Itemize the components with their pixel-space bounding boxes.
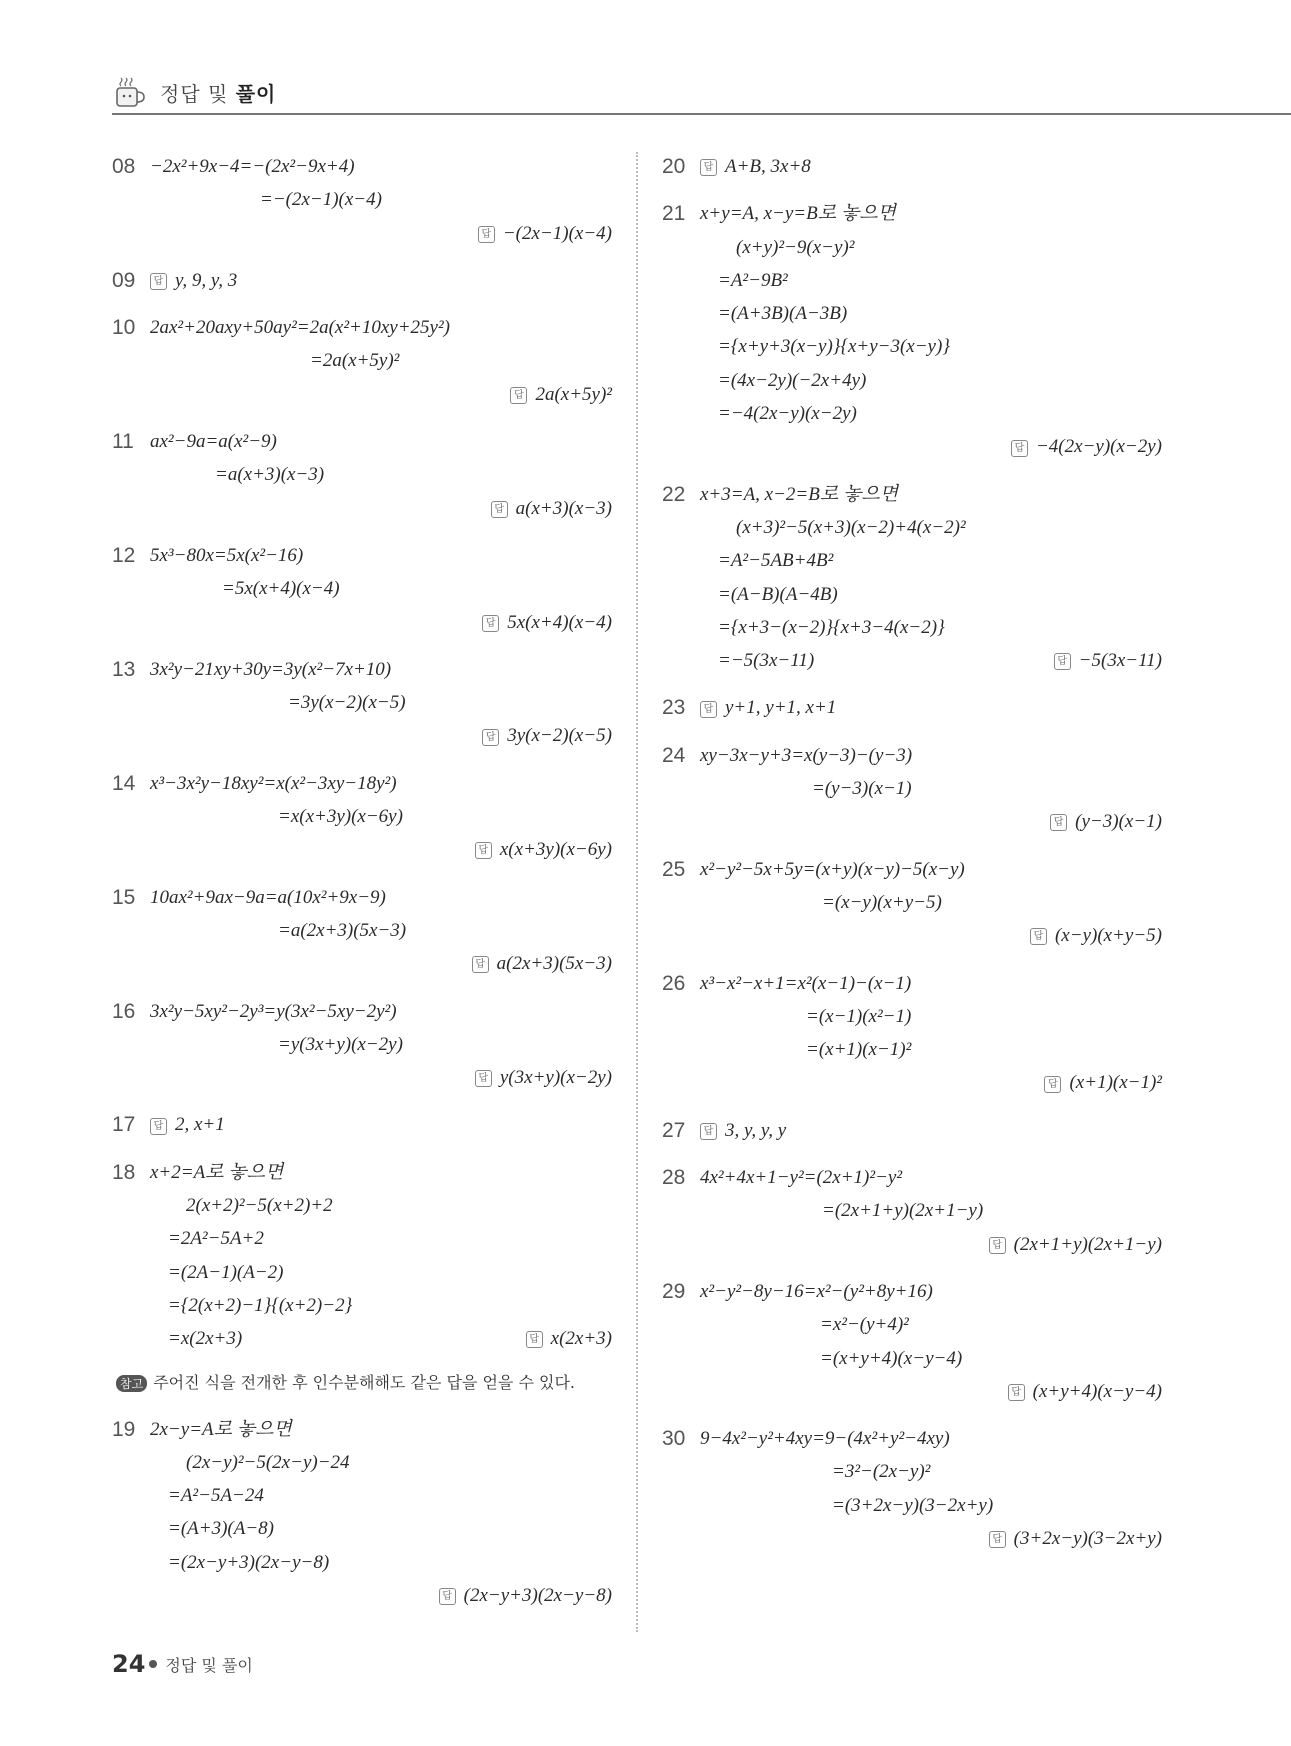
- problem-29: [662, 1275, 1162, 1408]
- problem-body: [700, 1422, 1162, 1555]
- solution-line: [150, 800, 612, 833]
- solution-text: x³−3x²y−18xy²=x(x²−3xy−18y²): [150, 772, 397, 794]
- solution-line: [150, 344, 612, 377]
- answer-line: [700, 1066, 1162, 1099]
- problem-16: [112, 995, 612, 1095]
- solution-line: [700, 1161, 1162, 1194]
- answer-icon: 답: [510, 387, 527, 404]
- solution-text: xy−3x−y+3=x(y−3)−(y−3): [700, 744, 913, 766]
- solution-text: =−(2x−1)(x−4): [260, 189, 382, 211]
- answer-line: [150, 947, 612, 980]
- problem-body: [150, 881, 612, 981]
- problem-body: [700, 197, 1162, 463]
- problem-13: [112, 653, 612, 753]
- problem-number: 23: [662, 696, 686, 720]
- answer-text: 3y(x−2)(x−5): [507, 725, 612, 747]
- solution-line: [150, 425, 612, 458]
- problem-body: [150, 1413, 612, 1613]
- solution-text: =A²−9B²: [718, 269, 788, 291]
- answer-text: (y−3)(x−1): [1075, 811, 1162, 833]
- problem-body: [700, 967, 1162, 1100]
- solution-line: [700, 967, 1162, 1000]
- solution-text: =(A−B)(A−4B): [718, 583, 838, 605]
- problem-number: 09: [112, 268, 136, 292]
- answer-icon: 답: [439, 1588, 456, 1605]
- solution-text: =3y(x−2)(x−5): [288, 692, 406, 714]
- solution-line: [150, 572, 612, 605]
- solution-text: x³−x²−x+1=x²(x−1)−(x−1): [700, 972, 912, 994]
- page-footer: [112, 1650, 253, 1678]
- solution-line: [700, 264, 1162, 297]
- solution-text: =x(x+3y)(x−6y): [278, 806, 403, 828]
- answer-icon: 답: [1008, 1384, 1025, 1401]
- problem-body: [150, 425, 612, 525]
- solution-text: =A²−5AB+4B²: [718, 550, 834, 572]
- problem-25: [662, 853, 1162, 953]
- answer-icon: 답: [150, 1118, 167, 1135]
- solution-text: =2a(x+5y)²: [310, 350, 400, 372]
- answer-text: y+1, y+1, x+1: [725, 697, 837, 719]
- solution-text: (x+3)²−5(x+3)(x−2)+4(x−2)²: [736, 516, 966, 538]
- solution-line: [150, 686, 612, 719]
- note: [116, 1370, 612, 1393]
- problem-body: [150, 1108, 612, 1141]
- solution-text: (x+y)²−9(x−y)²: [736, 236, 855, 258]
- solution-line: [700, 364, 1162, 397]
- problem-number: 30: [662, 1427, 686, 1451]
- problem-20: [662, 150, 1162, 183]
- answer-icon: 답: [150, 273, 167, 290]
- problem-14: [112, 767, 612, 867]
- solution-line: [150, 1479, 612, 1512]
- solution-text: =(A+3B)(A−3B): [718, 303, 848, 325]
- problem-body: [700, 1275, 1162, 1408]
- problem-09: [112, 264, 612, 297]
- answer-icon: 답: [526, 1331, 543, 1348]
- answer-line: [150, 833, 612, 866]
- problem-28: [662, 1161, 1162, 1261]
- problem-body: [150, 264, 612, 297]
- solution-line: [150, 150, 612, 183]
- solution-text: 2x−y=A로 놓으면: [150, 1418, 292, 1440]
- solution-line: [700, 853, 1162, 886]
- solution-line: [150, 183, 612, 216]
- problem-body: [150, 767, 612, 867]
- right-column: [662, 150, 1162, 1569]
- solution-text: =(x−1)(x²−1): [806, 1005, 912, 1027]
- problem-26: [662, 967, 1162, 1100]
- answer-text: y, 9, y, 3: [175, 269, 238, 291]
- column-divider: [636, 152, 638, 1632]
- coffee-cup-icon: [112, 74, 148, 110]
- problem-body: [700, 1114, 1162, 1147]
- solution-line: [700, 1033, 1162, 1066]
- solution-line: [700, 772, 1162, 805]
- solution-text: 10ax²+9ax−9a=a(10x²+9x−9): [150, 886, 386, 908]
- inline-answer: [1054, 644, 1162, 677]
- problem-body: [700, 478, 1162, 678]
- answer-icon: 답: [472, 956, 489, 973]
- footer-title: 정답 및 풀이: [165, 1655, 253, 1675]
- solution-line: [700, 1422, 1162, 1455]
- problem-27: [662, 1114, 1162, 1147]
- solution-line: [150, 653, 612, 686]
- solution-text: =−4(2x−y)(x−2y): [718, 403, 857, 425]
- problem-number: 19: [112, 1417, 136, 1441]
- solution-line: [150, 1546, 612, 1579]
- solution-line: [700, 1489, 1162, 1522]
- solution-line: [700, 511, 1162, 544]
- answer-line: [150, 264, 612, 297]
- problem-number: 15: [112, 885, 136, 909]
- solution-text: 4x²+4x+1−y²=(2x+1)²−y²: [700, 1167, 903, 1189]
- solution-text: =x²−(y+4)²: [820, 1314, 909, 1336]
- header-rule: [112, 113, 1291, 115]
- answer-text: 2, x+1: [175, 1114, 225, 1136]
- page-number: 24: [112, 1650, 146, 1678]
- solution-text: 2(x+2)²−5(x+2)+2: [186, 1195, 333, 1217]
- solution-text: x+3=A, x−2=B로 놓으면: [700, 483, 899, 505]
- answer-text: x(x+3y)(x−6y): [499, 839, 612, 861]
- solution-line: [700, 1275, 1162, 1308]
- problem-number: 22: [662, 482, 686, 506]
- solution-text: =x(2x+3): [168, 1328, 243, 1350]
- footer-dot-icon: [149, 1660, 157, 1668]
- solution-line: [150, 767, 612, 800]
- note-text: 주어진 식을 전개한 후 인수분해해도 같은 답을 얻을 수 있다.: [153, 1372, 575, 1392]
- problem-number: 17: [112, 1113, 136, 1137]
- solution-text: x²−y²−5x+5y=(x+y)(x−y)−5(x−y): [700, 858, 965, 880]
- answer-text: 2a(x+5y)²: [535, 383, 612, 405]
- problem-number: 29: [662, 1279, 686, 1303]
- answer-text: y(3x+y)(x−2y): [499, 1067, 612, 1089]
- answer-text: a(2x+3)(5x−3): [496, 953, 612, 975]
- answer-text: (x+y+4)(x−y−4): [1032, 1380, 1162, 1402]
- answer-icon: 답: [491, 501, 508, 518]
- answer-line: [700, 1114, 1162, 1147]
- solution-text: 3x²y−5xy²−2y³=y(3x²−5xy−2y²): [150, 1000, 397, 1022]
- answer-text: 5x(x+4)(x−4): [507, 611, 612, 633]
- answer-text: (3+2x−y)(3−2x+y): [1013, 1527, 1162, 1549]
- solution-text: =5x(x+4)(x−4): [222, 578, 340, 600]
- problem-body: [700, 1161, 1162, 1261]
- solution-text: =2A²−5A+2: [168, 1228, 264, 1250]
- answer-icon: 답: [989, 1531, 1006, 1548]
- solution-text: ={x+y+3(x−y)}{x+y−3(x−y)}: [718, 336, 950, 358]
- problem-number: 28: [662, 1166, 686, 1190]
- problem-number: 08: [112, 155, 136, 178]
- problem-number: 12: [112, 543, 136, 567]
- problem-11: [112, 425, 612, 525]
- problem-body: [150, 311, 612, 411]
- answer-icon: 답: [482, 615, 499, 632]
- answer-line: [150, 492, 612, 525]
- answer-line: [700, 1228, 1162, 1261]
- solution-text: =(3+2x−y)(3−2x+y): [832, 1494, 994, 1516]
- problem-24: [662, 739, 1162, 839]
- solution-text: x+y=A, x−y=B로 놓으면: [700, 203, 896, 225]
- solution-line: [150, 311, 612, 344]
- problem-body: [150, 1156, 612, 1356]
- solution-text: 9−4x²−y²+4xy=9−(4x²+y²−4xy): [700, 1428, 950, 1450]
- solution-line: [150, 1222, 612, 1255]
- answer-icon: 답: [700, 701, 717, 718]
- answer-icon: 답: [700, 159, 717, 176]
- answer-line: [700, 430, 1162, 463]
- solution-text: ={2(x+2)−1}{(x+2)−2}: [168, 1294, 353, 1316]
- answer-text: a(x+3)(x−3): [515, 497, 612, 519]
- problem-number: 18: [112, 1160, 136, 1184]
- answer-text: A+B, 3x+8: [725, 156, 811, 177]
- solution-line: [150, 1028, 612, 1061]
- answer-line: [150, 606, 612, 639]
- answer-line: [150, 217, 612, 250]
- answer-line: [150, 1579, 612, 1612]
- solution-line: [700, 1308, 1162, 1341]
- answer-line: [700, 1375, 1162, 1408]
- answer-line: [700, 691, 1162, 724]
- solution-text: 3x²y−21xy+30y=3y(x²−7x+10): [150, 658, 392, 680]
- problem-number: 20: [662, 155, 686, 178]
- problem-17: [112, 1108, 612, 1141]
- problem-19: [112, 1413, 612, 1613]
- answer-icon: 답: [482, 729, 499, 746]
- solution-line: [150, 914, 612, 947]
- answer-icon: 답: [478, 226, 495, 243]
- solution-text: x²−y²−8y−16=x²−(y²+8y+16): [700, 1280, 933, 1302]
- problem-number: 27: [662, 1118, 686, 1142]
- solution-text: x+2=A로 놓으면: [150, 1161, 284, 1183]
- page-header: [112, 72, 276, 112]
- solution-text: −2x²+9x−4=−(2x²−9x+4): [150, 156, 355, 177]
- solution-line: [700, 1342, 1162, 1375]
- problem-number: 13: [112, 657, 136, 681]
- problem-number: 25: [662, 857, 686, 881]
- problem-body: [700, 691, 1162, 724]
- answer-icon: 답: [1050, 814, 1067, 831]
- answer-text: x(2x+3): [550, 1328, 612, 1350]
- solution-line: [700, 197, 1162, 230]
- problem-body: [150, 653, 612, 753]
- problem-number: 16: [112, 999, 136, 1023]
- solution-text: =(2x+1+y)(2x+1−y): [822, 1200, 984, 1222]
- solution-text: =a(2x+3)(5x−3): [278, 919, 407, 941]
- solution-line: [150, 1413, 612, 1446]
- problem-body: [700, 150, 1162, 183]
- solution-line: [700, 611, 1162, 644]
- solution-line: [150, 1156, 612, 1189]
- solution-text: =(2x−y+3)(2x−y−8): [168, 1551, 330, 1573]
- solution-text: =(x−y)(x+y−5): [822, 891, 942, 913]
- answer-line: [150, 378, 612, 411]
- solution-line: [700, 1000, 1162, 1033]
- solution-text: =a(x+3)(x−3): [215, 464, 325, 486]
- solution-text: =(2A−1)(A−2): [168, 1261, 284, 1283]
- solution-text: =(y−3)(x−1): [812, 778, 912, 800]
- solution-text: =(x+1)(x−1)²: [806, 1039, 912, 1061]
- answer-line: [150, 1061, 612, 1094]
- answer-text: (2x+1+y)(2x+1−y): [1013, 1233, 1162, 1255]
- problem-body: [700, 739, 1162, 839]
- solution-text: =3²−(2x−y)²: [832, 1461, 931, 1483]
- solution-text: =(4x−2y)(−2x+4y): [718, 369, 867, 391]
- solution-text: 2ax²+20axy+50ay²=2a(x²+10xy+25y²): [150, 317, 451, 339]
- solution-line: [150, 1446, 612, 1479]
- solution-line: [150, 1256, 612, 1289]
- answer-line: [700, 805, 1162, 838]
- solution-text: ax²−9a=a(x²−9): [150, 431, 277, 453]
- problem-body: [700, 853, 1162, 953]
- problem-21: [662, 197, 1162, 463]
- note-badge: 참고: [116, 1375, 147, 1392]
- answer-text: (x−y)(x+y−5): [1054, 925, 1162, 947]
- answer-line: [700, 1522, 1162, 1555]
- solution-line: [150, 881, 612, 914]
- problem-number: 11: [112, 430, 134, 454]
- solution-line: [700, 578, 1162, 611]
- solution-text: =−5(3x−11): [718, 650, 815, 672]
- problem-number: 24: [662, 743, 686, 767]
- problem-22: [662, 478, 1162, 678]
- solution-text: 5x³−80x=5x(x²−16): [150, 544, 304, 566]
- answer-icon: 답: [475, 842, 492, 859]
- solution-text: ={x+3−(x−2)}{x+3−4(x−2)}: [718, 616, 945, 638]
- answer-line: [150, 719, 612, 752]
- answer-text: −5(3x−11): [1078, 650, 1162, 672]
- problem-10: [112, 311, 612, 411]
- problem-number: 26: [662, 971, 686, 995]
- solution-line: [700, 297, 1162, 330]
- answer-text: −(2x−1)(x−4): [502, 222, 612, 244]
- solution-text: =A²−5A−24: [168, 1485, 264, 1507]
- answer-text: (x+1)(x−1)²: [1069, 1072, 1162, 1094]
- solution-text: =y(3x+y)(x−2y): [278, 1033, 403, 1055]
- answer-icon: 답: [1054, 653, 1071, 670]
- solution-line: [150, 539, 612, 572]
- answer-icon: 답: [700, 1123, 717, 1140]
- solution-line: [150, 458, 612, 491]
- answer-line: [150, 1108, 612, 1141]
- solution-text: =(x+y+4)(x−y−4): [820, 1347, 963, 1369]
- solution-line: [150, 995, 612, 1028]
- problem-number: 10: [112, 316, 136, 340]
- problem-23: [662, 691, 1162, 724]
- solution-text: =(A+3)(A−8): [168, 1518, 274, 1540]
- solution-line: [700, 1194, 1162, 1227]
- problem-body: [150, 995, 612, 1095]
- answer-icon: 답: [475, 1070, 492, 1087]
- problem-body: [150, 150, 612, 250]
- solution-line: [700, 886, 1162, 919]
- problem-30: [662, 1422, 1162, 1555]
- solution-line: [700, 544, 1162, 577]
- left-column: [112, 150, 612, 1626]
- solution-line: [700, 478, 1162, 511]
- problem-body: [150, 539, 612, 639]
- problem-number: 21: [662, 202, 686, 226]
- answer-icon: 답: [989, 1237, 1006, 1254]
- solution-line: [150, 1189, 612, 1222]
- problem-08: [112, 150, 612, 250]
- answer-line: [700, 150, 1162, 183]
- answer-text: (2x−y+3)(2x−y−8): [463, 1584, 612, 1606]
- answer-text: 3, y, y, y: [725, 1119, 787, 1141]
- inline-answer: [526, 1322, 612, 1355]
- answer-icon: 답: [1030, 928, 1047, 945]
- solution-text: (2x−y)²−5(2x−y)−24: [186, 1451, 350, 1473]
- answer-icon: 답: [1044, 1076, 1061, 1093]
- solution-line: [700, 739, 1162, 772]
- solution-line: [700, 1455, 1162, 1488]
- solution-line: [150, 1322, 612, 1355]
- solution-line: [700, 231, 1162, 264]
- solution-line: [700, 397, 1162, 430]
- answer-line: [700, 919, 1162, 952]
- problem-18: [112, 1156, 612, 1356]
- solution-line: [150, 1512, 612, 1545]
- page-title: 정답 및 풀이: [160, 81, 277, 106]
- problem-15: [112, 881, 612, 981]
- answer-icon: 답: [1011, 440, 1028, 457]
- answer-text: −4(2x−y)(x−2y): [1035, 436, 1162, 458]
- problem-number: 14: [112, 771, 136, 795]
- solution-line: [700, 644, 1162, 677]
- solution-line: [150, 1289, 612, 1322]
- problem-12: [112, 539, 612, 639]
- solution-line: [700, 330, 1162, 363]
